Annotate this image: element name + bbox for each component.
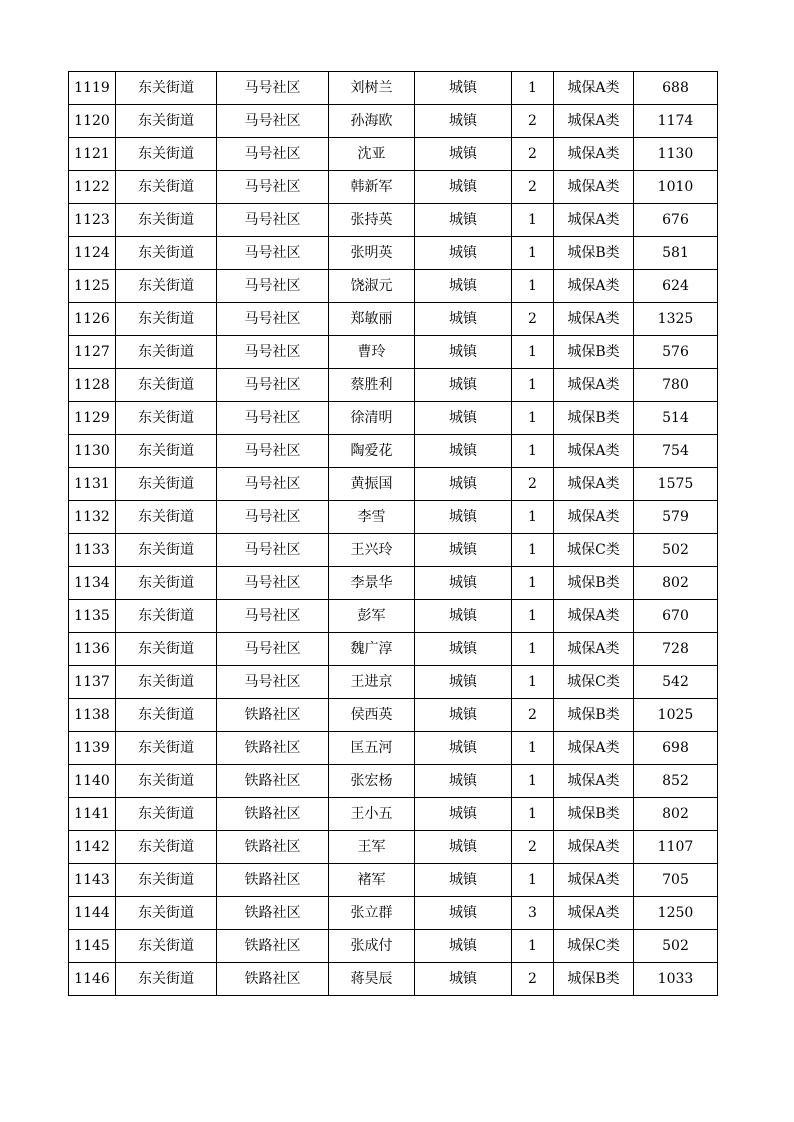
amount-cell: 581 xyxy=(634,237,718,270)
name-cell: 王兴玲 xyxy=(329,534,415,567)
category-cell: 城保C类 xyxy=(554,930,634,963)
street-cell: 东关街道 xyxy=(116,72,217,105)
community-cell: 铁路社区 xyxy=(217,930,329,963)
category-cell: 城保A类 xyxy=(554,831,634,864)
category-cell: 城保A类 xyxy=(554,270,634,303)
category-cell: 城保B类 xyxy=(554,963,634,996)
name-cell: 曹玲 xyxy=(329,336,415,369)
household-count-cell: 1 xyxy=(512,204,554,237)
amount-cell: 705 xyxy=(634,864,718,897)
table-row xyxy=(69,798,718,831)
street-cell: 东关街道 xyxy=(116,303,217,336)
area-type-cell: 城镇 xyxy=(415,534,512,567)
category-cell: 城保B类 xyxy=(554,567,634,600)
street-cell: 东关街道 xyxy=(116,435,217,468)
area-type-cell: 城镇 xyxy=(415,864,512,897)
category-cell: 城保A类 xyxy=(554,600,634,633)
community-cell: 马号社区 xyxy=(217,633,329,666)
street-cell: 东关街道 xyxy=(116,138,217,171)
category-cell: 城保A类 xyxy=(554,171,634,204)
street-cell: 东关街道 xyxy=(116,699,217,732)
area-type-cell: 城镇 xyxy=(415,270,512,303)
category-cell: 城保B类 xyxy=(554,699,634,732)
table-row xyxy=(69,468,718,501)
category-cell: 城保A类 xyxy=(554,204,634,237)
category-cell: 城保A类 xyxy=(554,765,634,798)
street-cell: 东关街道 xyxy=(116,171,217,204)
household-count-cell: 2 xyxy=(512,105,554,138)
amount-cell: 502 xyxy=(634,534,718,567)
community-cell: 铁路社区 xyxy=(217,699,329,732)
table-row xyxy=(69,699,718,732)
name-cell: 李景华 xyxy=(329,567,415,600)
amount-cell: 802 xyxy=(634,567,718,600)
name-cell: 张立群 xyxy=(329,897,415,930)
table-row xyxy=(69,501,718,534)
household-count-cell: 2 xyxy=(512,138,554,171)
area-type-cell: 城镇 xyxy=(415,798,512,831)
row-number: 1131 xyxy=(69,468,116,501)
community-cell: 马号社区 xyxy=(217,501,329,534)
row-number: 1135 xyxy=(69,600,116,633)
row-number: 1146 xyxy=(69,963,116,996)
row-number: 1144 xyxy=(69,897,116,930)
table-row xyxy=(69,534,718,567)
street-cell: 东关街道 xyxy=(116,105,217,138)
row-number: 1126 xyxy=(69,303,116,336)
row-number: 1143 xyxy=(69,864,116,897)
amount-cell: 670 xyxy=(634,600,718,633)
table-row xyxy=(69,72,718,105)
amount-cell: 1033 xyxy=(634,963,718,996)
household-count-cell: 1 xyxy=(512,930,554,963)
street-cell: 东关街道 xyxy=(116,567,217,600)
name-cell: 蔡胜利 xyxy=(329,369,415,402)
community-cell: 马号社区 xyxy=(217,402,329,435)
community-cell: 铁路社区 xyxy=(217,798,329,831)
table-row xyxy=(69,963,718,996)
household-count-cell: 1 xyxy=(512,369,554,402)
amount-cell: 852 xyxy=(634,765,718,798)
category-cell: 城保B类 xyxy=(554,798,634,831)
area-type-cell: 城镇 xyxy=(415,732,512,765)
community-cell: 铁路社区 xyxy=(217,864,329,897)
table-row xyxy=(69,369,718,402)
name-cell: 孙海欧 xyxy=(329,105,415,138)
table-row xyxy=(69,567,718,600)
name-cell: 彭军 xyxy=(329,600,415,633)
table-row xyxy=(69,303,718,336)
table-row xyxy=(69,204,718,237)
amount-cell: 780 xyxy=(634,369,718,402)
area-type-cell: 城镇 xyxy=(415,468,512,501)
amount-cell: 688 xyxy=(634,72,718,105)
area-type-cell: 城镇 xyxy=(415,567,512,600)
amount-cell: 1025 xyxy=(634,699,718,732)
table-row xyxy=(69,402,718,435)
street-cell: 东关街道 xyxy=(116,831,217,864)
area-type-cell: 城镇 xyxy=(415,501,512,534)
street-cell: 东关街道 xyxy=(116,864,217,897)
household-count-cell: 1 xyxy=(512,435,554,468)
street-cell: 东关街道 xyxy=(116,600,217,633)
row-number: 1136 xyxy=(69,633,116,666)
amount-cell: 576 xyxy=(634,336,718,369)
name-cell: 王军 xyxy=(329,831,415,864)
name-cell: 王进京 xyxy=(329,666,415,699)
amount-cell: 1250 xyxy=(634,897,718,930)
area-type-cell: 城镇 xyxy=(415,72,512,105)
community-cell: 马号社区 xyxy=(217,567,329,600)
community-cell: 马号社区 xyxy=(217,72,329,105)
table-row xyxy=(69,138,718,171)
amount-cell: 1130 xyxy=(634,138,718,171)
street-cell: 东关街道 xyxy=(116,501,217,534)
table-row xyxy=(69,105,718,138)
area-type-cell: 城镇 xyxy=(415,303,512,336)
table-row xyxy=(69,171,718,204)
row-number: 1138 xyxy=(69,699,116,732)
amount-cell: 542 xyxy=(634,666,718,699)
area-type-cell: 城镇 xyxy=(415,138,512,171)
community-cell: 马号社区 xyxy=(217,204,329,237)
community-cell: 马号社区 xyxy=(217,435,329,468)
street-cell: 东关街道 xyxy=(116,930,217,963)
row-number: 1121 xyxy=(69,138,116,171)
row-number: 1139 xyxy=(69,732,116,765)
category-cell: 城保A类 xyxy=(554,897,634,930)
category-cell: 城保A类 xyxy=(554,105,634,138)
table-row xyxy=(69,600,718,633)
name-cell: 侯西英 xyxy=(329,699,415,732)
community-cell: 马号社区 xyxy=(217,303,329,336)
street-cell: 东关街道 xyxy=(116,369,217,402)
row-number: 1145 xyxy=(69,930,116,963)
category-cell: 城保A类 xyxy=(554,303,634,336)
amount-cell: 1010 xyxy=(634,171,718,204)
area-type-cell: 城镇 xyxy=(415,237,512,270)
table-row xyxy=(69,666,718,699)
street-cell: 东关街道 xyxy=(116,204,217,237)
amount-cell: 502 xyxy=(634,930,718,963)
household-count-cell: 1 xyxy=(512,270,554,303)
category-cell: 城保A类 xyxy=(554,138,634,171)
amount-cell: 676 xyxy=(634,204,718,237)
area-type-cell: 城镇 xyxy=(415,600,512,633)
table-row xyxy=(69,435,718,468)
table-row xyxy=(69,237,718,270)
name-cell: 张成付 xyxy=(329,930,415,963)
street-cell: 东关街道 xyxy=(116,897,217,930)
community-cell: 马号社区 xyxy=(217,138,329,171)
street-cell: 东关街道 xyxy=(116,402,217,435)
area-type-cell: 城镇 xyxy=(415,369,512,402)
household-count-cell: 2 xyxy=(512,831,554,864)
amount-cell: 1575 xyxy=(634,468,718,501)
household-count-cell: 2 xyxy=(512,171,554,204)
amount-cell: 728 xyxy=(634,633,718,666)
row-number: 1134 xyxy=(69,567,116,600)
row-number: 1141 xyxy=(69,798,116,831)
name-cell: 张明英 xyxy=(329,237,415,270)
row-number: 1125 xyxy=(69,270,116,303)
area-type-cell: 城镇 xyxy=(415,171,512,204)
table-row xyxy=(69,831,718,864)
street-cell: 东关街道 xyxy=(116,765,217,798)
area-type-cell: 城镇 xyxy=(415,930,512,963)
name-cell: 黄振国 xyxy=(329,468,415,501)
category-cell: 城保B类 xyxy=(554,336,634,369)
name-cell: 王小五 xyxy=(329,798,415,831)
name-cell: 陶爱花 xyxy=(329,435,415,468)
name-cell: 徐清明 xyxy=(329,402,415,435)
household-count-cell: 1 xyxy=(512,534,554,567)
row-number: 1130 xyxy=(69,435,116,468)
street-cell: 东关街道 xyxy=(116,963,217,996)
category-cell: 城保A类 xyxy=(554,369,634,402)
household-count-cell: 1 xyxy=(512,567,554,600)
area-type-cell: 城镇 xyxy=(415,435,512,468)
category-cell: 城保A类 xyxy=(554,633,634,666)
name-cell: 张宏杨 xyxy=(329,765,415,798)
amount-cell: 1107 xyxy=(634,831,718,864)
row-number: 1122 xyxy=(69,171,116,204)
household-count-cell: 2 xyxy=(512,468,554,501)
community-cell: 马号社区 xyxy=(217,105,329,138)
area-type-cell: 城镇 xyxy=(415,105,512,138)
household-count-cell: 2 xyxy=(512,303,554,336)
street-cell: 东关街道 xyxy=(116,270,217,303)
table-row xyxy=(69,897,718,930)
household-count-cell: 1 xyxy=(512,237,554,270)
community-cell: 马号社区 xyxy=(217,369,329,402)
area-type-cell: 城镇 xyxy=(415,402,512,435)
household-count-cell: 1 xyxy=(512,633,554,666)
area-type-cell: 城镇 xyxy=(415,666,512,699)
row-number: 1129 xyxy=(69,402,116,435)
amount-cell: 698 xyxy=(634,732,718,765)
category-cell: 城保B类 xyxy=(554,237,634,270)
row-number: 1140 xyxy=(69,765,116,798)
name-cell: 魏广淳 xyxy=(329,633,415,666)
community-cell: 马号社区 xyxy=(217,666,329,699)
household-count-cell: 2 xyxy=(512,963,554,996)
household-count-cell: 1 xyxy=(512,501,554,534)
row-number: 1124 xyxy=(69,237,116,270)
street-cell: 东关街道 xyxy=(116,633,217,666)
row-number: 1133 xyxy=(69,534,116,567)
amount-cell: 514 xyxy=(634,402,718,435)
community-cell: 铁路社区 xyxy=(217,963,329,996)
household-count-cell: 2 xyxy=(512,699,554,732)
category-cell: 城保B类 xyxy=(554,402,634,435)
category-cell: 城保A类 xyxy=(554,435,634,468)
community-cell: 马号社区 xyxy=(217,171,329,204)
household-count-cell: 1 xyxy=(512,402,554,435)
table-row xyxy=(69,270,718,303)
table-row xyxy=(69,765,718,798)
name-cell: 韩新军 xyxy=(329,171,415,204)
household-count-cell: 1 xyxy=(512,864,554,897)
row-number: 1128 xyxy=(69,369,116,402)
category-cell: 城保A类 xyxy=(554,468,634,501)
community-cell: 马号社区 xyxy=(217,468,329,501)
area-type-cell: 城镇 xyxy=(415,699,512,732)
roster-table xyxy=(68,71,718,996)
household-count-cell: 1 xyxy=(512,336,554,369)
amount-cell: 1174 xyxy=(634,105,718,138)
community-cell: 马号社区 xyxy=(217,534,329,567)
street-cell: 东关街道 xyxy=(116,534,217,567)
street-cell: 东关街道 xyxy=(116,798,217,831)
amount-cell: 579 xyxy=(634,501,718,534)
community-cell: 铁路社区 xyxy=(217,831,329,864)
community-cell: 铁路社区 xyxy=(217,897,329,930)
name-cell: 匡五河 xyxy=(329,732,415,765)
name-cell: 饶淑元 xyxy=(329,270,415,303)
community-cell: 马号社区 xyxy=(217,600,329,633)
name-cell: 李雪 xyxy=(329,501,415,534)
area-type-cell: 城镇 xyxy=(415,897,512,930)
row-number: 1127 xyxy=(69,336,116,369)
street-cell: 东关街道 xyxy=(116,732,217,765)
household-count-cell: 1 xyxy=(512,732,554,765)
amount-cell: 1325 xyxy=(634,303,718,336)
community-cell: 铁路社区 xyxy=(217,732,329,765)
table-row xyxy=(69,732,718,765)
street-cell: 东关街道 xyxy=(116,237,217,270)
category-cell: 城保C类 xyxy=(554,534,634,567)
household-count-cell: 1 xyxy=(512,765,554,798)
table-row xyxy=(69,930,718,963)
community-cell: 铁路社区 xyxy=(217,765,329,798)
area-type-cell: 城镇 xyxy=(415,963,512,996)
table-row xyxy=(69,864,718,897)
category-cell: 城保A类 xyxy=(554,864,634,897)
table-row xyxy=(69,336,718,369)
name-cell: 郑敏丽 xyxy=(329,303,415,336)
household-count-cell: 1 xyxy=(512,666,554,699)
community-cell: 马号社区 xyxy=(217,336,329,369)
row-number: 1132 xyxy=(69,501,116,534)
household-count-cell: 1 xyxy=(512,600,554,633)
row-number: 1123 xyxy=(69,204,116,237)
amount-cell: 802 xyxy=(634,798,718,831)
amount-cell: 754 xyxy=(634,435,718,468)
street-cell: 东关街道 xyxy=(116,336,217,369)
area-type-cell: 城镇 xyxy=(415,633,512,666)
area-type-cell: 城镇 xyxy=(415,765,512,798)
category-cell: 城保A类 xyxy=(554,72,634,105)
row-number: 1142 xyxy=(69,831,116,864)
name-cell: 沈亚 xyxy=(329,138,415,171)
name-cell: 蒋昊辰 xyxy=(329,963,415,996)
area-type-cell: 城镇 xyxy=(415,336,512,369)
category-cell: 城保A类 xyxy=(554,501,634,534)
category-cell: 城保C类 xyxy=(554,666,634,699)
row-number: 1137 xyxy=(69,666,116,699)
name-cell: 褚军 xyxy=(329,864,415,897)
household-count-cell: 1 xyxy=(512,798,554,831)
street-cell: 东关街道 xyxy=(116,666,217,699)
community-cell: 马号社区 xyxy=(217,270,329,303)
street-cell: 东关街道 xyxy=(116,468,217,501)
table-row xyxy=(69,633,718,666)
name-cell: 刘树兰 xyxy=(329,72,415,105)
row-number: 1119 xyxy=(69,72,116,105)
row-number: 1120 xyxy=(69,105,116,138)
community-cell: 马号社区 xyxy=(217,237,329,270)
household-count-cell: 1 xyxy=(512,72,554,105)
area-type-cell: 城镇 xyxy=(415,831,512,864)
name-cell: 张持英 xyxy=(329,204,415,237)
area-type-cell: 城镇 xyxy=(415,204,512,237)
category-cell: 城保A类 xyxy=(554,732,634,765)
amount-cell: 624 xyxy=(634,270,718,303)
household-count-cell: 3 xyxy=(512,897,554,930)
roster-body xyxy=(69,72,718,996)
